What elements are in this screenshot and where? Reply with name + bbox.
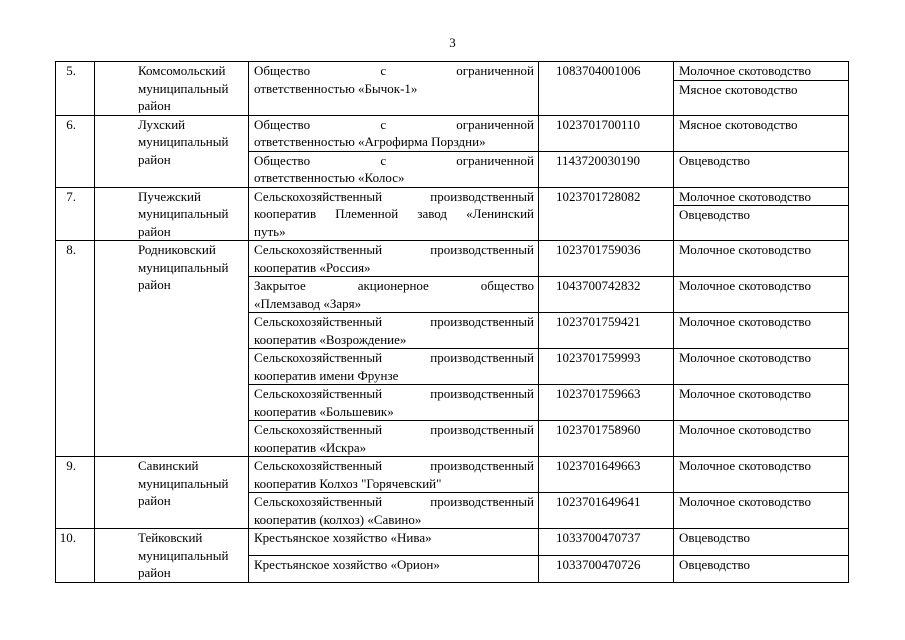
organization-name-line: Сельскохозяйственный производственный [254, 458, 534, 473]
ogrn-cell: 1023701728082 [539, 187, 674, 241]
organization-name-line: Закрытое акционерное общество [254, 278, 534, 293]
district-cell [95, 187, 249, 241]
ogrn-cell: 1023701758960 [539, 421, 674, 457]
page-number: 3 [449, 35, 456, 50]
activity-cell: Овцеводство [674, 555, 849, 582]
organization-name-line: ответственностью «Агрофирма Порздни» [254, 134, 486, 149]
organization-name-line: кооператив Племенной завод «Ленинский [254, 206, 534, 221]
district-name-line: район [138, 277, 171, 292]
organization-cell [249, 62, 539, 116]
organization-cell [249, 421, 539, 457]
ogrn-cell: 1043700742832 [539, 277, 674, 313]
organization-name-line: Сельскохозяйственный производственный [254, 422, 534, 437]
organization-name-line: Сельскохозяйственный производственный [254, 242, 534, 257]
district-cell [95, 457, 249, 529]
organization-cell [249, 115, 539, 151]
organization-name-line: Общество с ограниченной [254, 116, 534, 132]
district-cell [95, 115, 249, 187]
district-cell [95, 241, 249, 457]
activity-cell: Молочное скотоводство [674, 493, 849, 529]
organization-name-line: «Племзавод «Заря» [254, 295, 362, 311]
ogrn-cell: 1023701759993 [539, 349, 674, 385]
row-number: 5. [56, 62, 95, 116]
row-number: 7. [56, 187, 95, 241]
ogrn-cell: 1023701759036 [539, 241, 674, 277]
activity-cell: Молочное скотоводство [674, 457, 849, 493]
activity-cell: Молочное скотоводство [674, 349, 849, 385]
organization-name-line: Сельскохозяйственный производственный [254, 386, 534, 401]
table-row [56, 241, 849, 277]
organization-name-line: Сельскохозяйственный производственный [254, 350, 534, 365]
district-name-line: Лухский [138, 116, 186, 132]
district-name-line: муниципальный [138, 206, 229, 221]
activity-cell: Молочное скотоводство [674, 313, 849, 349]
organization-name-line: Общество с ограниченной [254, 63, 534, 78]
row-number: 10. [56, 529, 95, 583]
organization-cell [249, 151, 539, 187]
organization-cell [249, 457, 539, 493]
district-name-line: район [138, 98, 171, 113]
organization-name-line: Сельскохозяйственный производственный [254, 188, 534, 204]
organization-name-line: кооператив «Россия» [254, 259, 371, 275]
activity-cell: Овцеводство [674, 151, 849, 187]
organization-cell [249, 277, 539, 313]
organization-cell [249, 493, 539, 529]
district-name-line: муниципальный [138, 80, 229, 96]
ogrn-cell: 1023701759421 [539, 313, 674, 349]
organization-name-line: кооператив Колхоз "Горячевский" [254, 475, 442, 491]
row-number: 8. [56, 241, 95, 457]
row-number: 6. [56, 115, 95, 187]
activity-cell: Молочное скотоводство [674, 421, 849, 457]
registry-table-body [56, 62, 849, 583]
ogrn-cell: 1023701649641 [539, 493, 674, 529]
district-name-line: Комсомольский [138, 63, 226, 78]
organization-cell [249, 529, 539, 556]
ogrn-cell: 1023701700110 [539, 115, 674, 151]
table-row [56, 187, 849, 206]
activity-cell: Молочное скотоводство [674, 385, 849, 421]
district-name-line: муниципальный [138, 134, 229, 149]
district-name-line: район [138, 493, 171, 508]
organization-cell [249, 349, 539, 385]
organization-name-line: кооператив имени Фрунзе [254, 367, 399, 383]
organization-name-line: кооператив (колхоз) «Савино» [254, 511, 422, 527]
ogrn-cell: 1033700470726 [539, 555, 674, 582]
district-name-line: Родниковский [138, 242, 216, 257]
organization-name-line: Сельскохозяйственный производственный [254, 314, 534, 329]
organization-name-line: кооператив «Большевик» [254, 403, 394, 419]
registry-table [55, 61, 849, 583]
district-name-line: Пучежский [138, 188, 201, 204]
organization-cell [249, 187, 539, 241]
ogrn-cell: 1083704001006 [539, 62, 674, 116]
district-name-line: муниципальный [138, 259, 229, 275]
organization-name-line: путь» [254, 223, 286, 239]
activity-cell: Овцеводство [674, 206, 849, 241]
organization-name-line: Крестьянское хозяйство «Орион» [254, 556, 440, 572]
district-name-line: район [138, 151, 171, 167]
activity-cell: Молочное скотоводство [674, 277, 849, 313]
organization-cell [249, 385, 539, 421]
organization-name-line: ответственностью «Бычок-1» [254, 80, 418, 96]
district-cell [95, 62, 249, 116]
organization-cell [249, 241, 539, 277]
organization-name-line: кооператив «Возрождение» [254, 331, 407, 347]
ogrn-cell: 1033700470737 [539, 529, 674, 556]
activity-cell: Молочное скотоводство [674, 62, 849, 81]
ogrn-cell: 1023701649663 [539, 457, 674, 493]
organization-name-line: Крестьянское хозяйство «Нива» [254, 530, 432, 545]
district-name-line: муниципальный [138, 475, 229, 491]
organization-name-line: ответственностью «Колос» [254, 170, 405, 185]
district-cell [95, 529, 249, 583]
activity-cell: Мясное скотоводство [674, 115, 849, 151]
ogrn-cell: 1143720030190 [539, 151, 674, 187]
ogrn-cell: 1023701759663 [539, 385, 674, 421]
district-name-line: район [138, 565, 171, 580]
organization-cell [249, 313, 539, 349]
table-row [56, 457, 849, 493]
district-name-line: район [138, 223, 171, 239]
table-row [56, 62, 849, 81]
table-row [56, 115, 849, 151]
district-name-line: муниципальный [138, 547, 229, 563]
activity-cell: Молочное скотоводство [674, 241, 849, 277]
organization-name-line: кооператив «Искра» [254, 439, 367, 455]
activity-cell: Молочное скотоводство [674, 187, 849, 206]
organization-name-line: Общество с ограниченной [254, 152, 534, 168]
table-row [56, 529, 849, 556]
district-name-line: Савинский [138, 458, 199, 473]
district-name-line: Тейковский [138, 530, 203, 545]
activity-cell: Овцеводство [674, 529, 849, 556]
organization-name-line: Сельскохозяйственный производственный [254, 494, 534, 509]
row-number: 9. [56, 457, 95, 529]
organization-cell [249, 555, 539, 582]
activity-cell: Мясное скотоводство [674, 80, 849, 115]
